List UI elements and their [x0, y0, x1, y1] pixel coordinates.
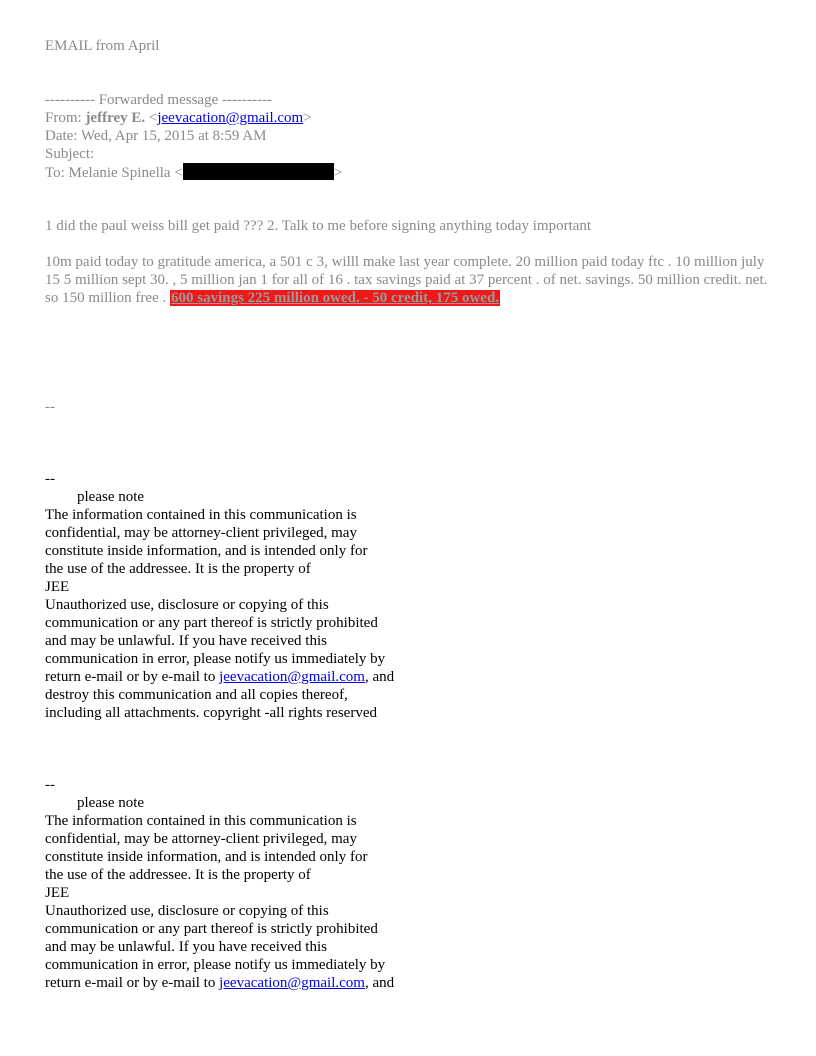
disclaimer-line: including all attachments. copyright -all rights reserved	[45, 705, 377, 721]
date-line: Date: Wed, Apr 15, 2015 at 8:59 AM	[45, 128, 267, 144]
disclaimer-line: The information contained in this communication is	[45, 813, 357, 829]
highlighted-text: 600 savings 225 million owed. - 50 credit, 175 owed.	[170, 290, 500, 306]
document-title: EMAIL from April	[45, 38, 160, 54]
redaction-block	[183, 163, 334, 180]
disclaimer-line: confidential, may be attorney-client privileged, may	[45, 831, 357, 847]
disclaimer-separator: --	[45, 471, 55, 487]
disclaimer-line: constitute inside information, and is intended only for	[45, 849, 368, 865]
disclaimer-line: communication in error, please notify us immediately by	[45, 957, 386, 973]
disclaimer-line: communication in error, please notify us immediately by	[45, 651, 386, 667]
message-text: 10m paid today to gratitude america, a 501 c 3, willl make last year complete. 20 million paid today ftc . 10 million july 15 5 million sept 30. , 5 million jan 1 for all of 16 . tax savings paid at 37 percent . of net. savings. 50 million credit. net. so 150 million free .	[45, 254, 768, 306]
disclaimer-line: communication or any part thereof is strictly prohibited	[45, 615, 378, 631]
disclaimer-line: Unauthorized use, disclosure or copying of this	[45, 903, 329, 919]
signature-separator: --	[45, 399, 55, 415]
disclaimer-line: communication or any part thereof is strictly prohibited	[45, 921, 378, 937]
disclaimer-line: and may be unlawful. If you have received this	[45, 633, 327, 649]
sender-email-link[interactable]: jeevacation@gmail.com	[157, 110, 304, 126]
to-line: To: Melanie Spinella < >	[45, 165, 343, 181]
forwarded-header	[45, 91, 342, 182]
disclaimer-line: and may be unlawful. If you have received this	[45, 939, 327, 955]
disclaimer-separator: --	[45, 777, 55, 793]
disclaimer-block-repeat	[45, 776, 445, 992]
disclaimer-line: The information contained in this communication is	[45, 507, 357, 523]
disclaimer-line: Unauthorized use, disclosure or copying of this	[45, 597, 329, 613]
disclaimer-note: please note	[77, 489, 145, 505]
disclaimer-line: JEE	[45, 885, 70, 901]
disclaimer-return-line: return e-mail or by e-mail to jeevacation@gmail.com, and	[45, 669, 395, 685]
disclaimer-line: the use of the addressee. It is the property of	[45, 867, 311, 883]
disclaimer-line: JEE	[45, 579, 70, 595]
disclaimer-return-line: return e-mail or by e-mail to jeevacation@gmail.com, and	[45, 975, 395, 991]
disclaimer-email-link[interactable]: jeevacation@gmail.com	[219, 975, 365, 991]
from-line: From: jeffrey E. <jeevacation@gmail.com>	[45, 110, 312, 126]
disclaimer-line: the use of the addressee. It is the property of	[45, 561, 311, 577]
question-line: 1 did the paul weiss bill get paid ??? 2. Talk to me before signing anything today important	[45, 218, 592, 234]
message-paragraph	[45, 253, 775, 307]
disclaimer-line: destroy this communication and all copies thereof,	[45, 687, 348, 703]
disclaimer-block	[45, 470, 445, 722]
forward-separator: ---------- Forwarded message ----------	[45, 92, 272, 108]
disclaimer-line: confidential, may be attorney-client privileged, may	[45, 525, 357, 541]
subject-line: Subject:	[45, 146, 95, 162]
disclaimer-note: please note	[77, 795, 145, 811]
disclaimer-email-link[interactable]: jeevacation@gmail.com	[219, 669, 365, 685]
sender-name: jeffrey E.	[85, 110, 146, 126]
disclaimer-line: constitute inside information, and is intended only for	[45, 543, 368, 559]
